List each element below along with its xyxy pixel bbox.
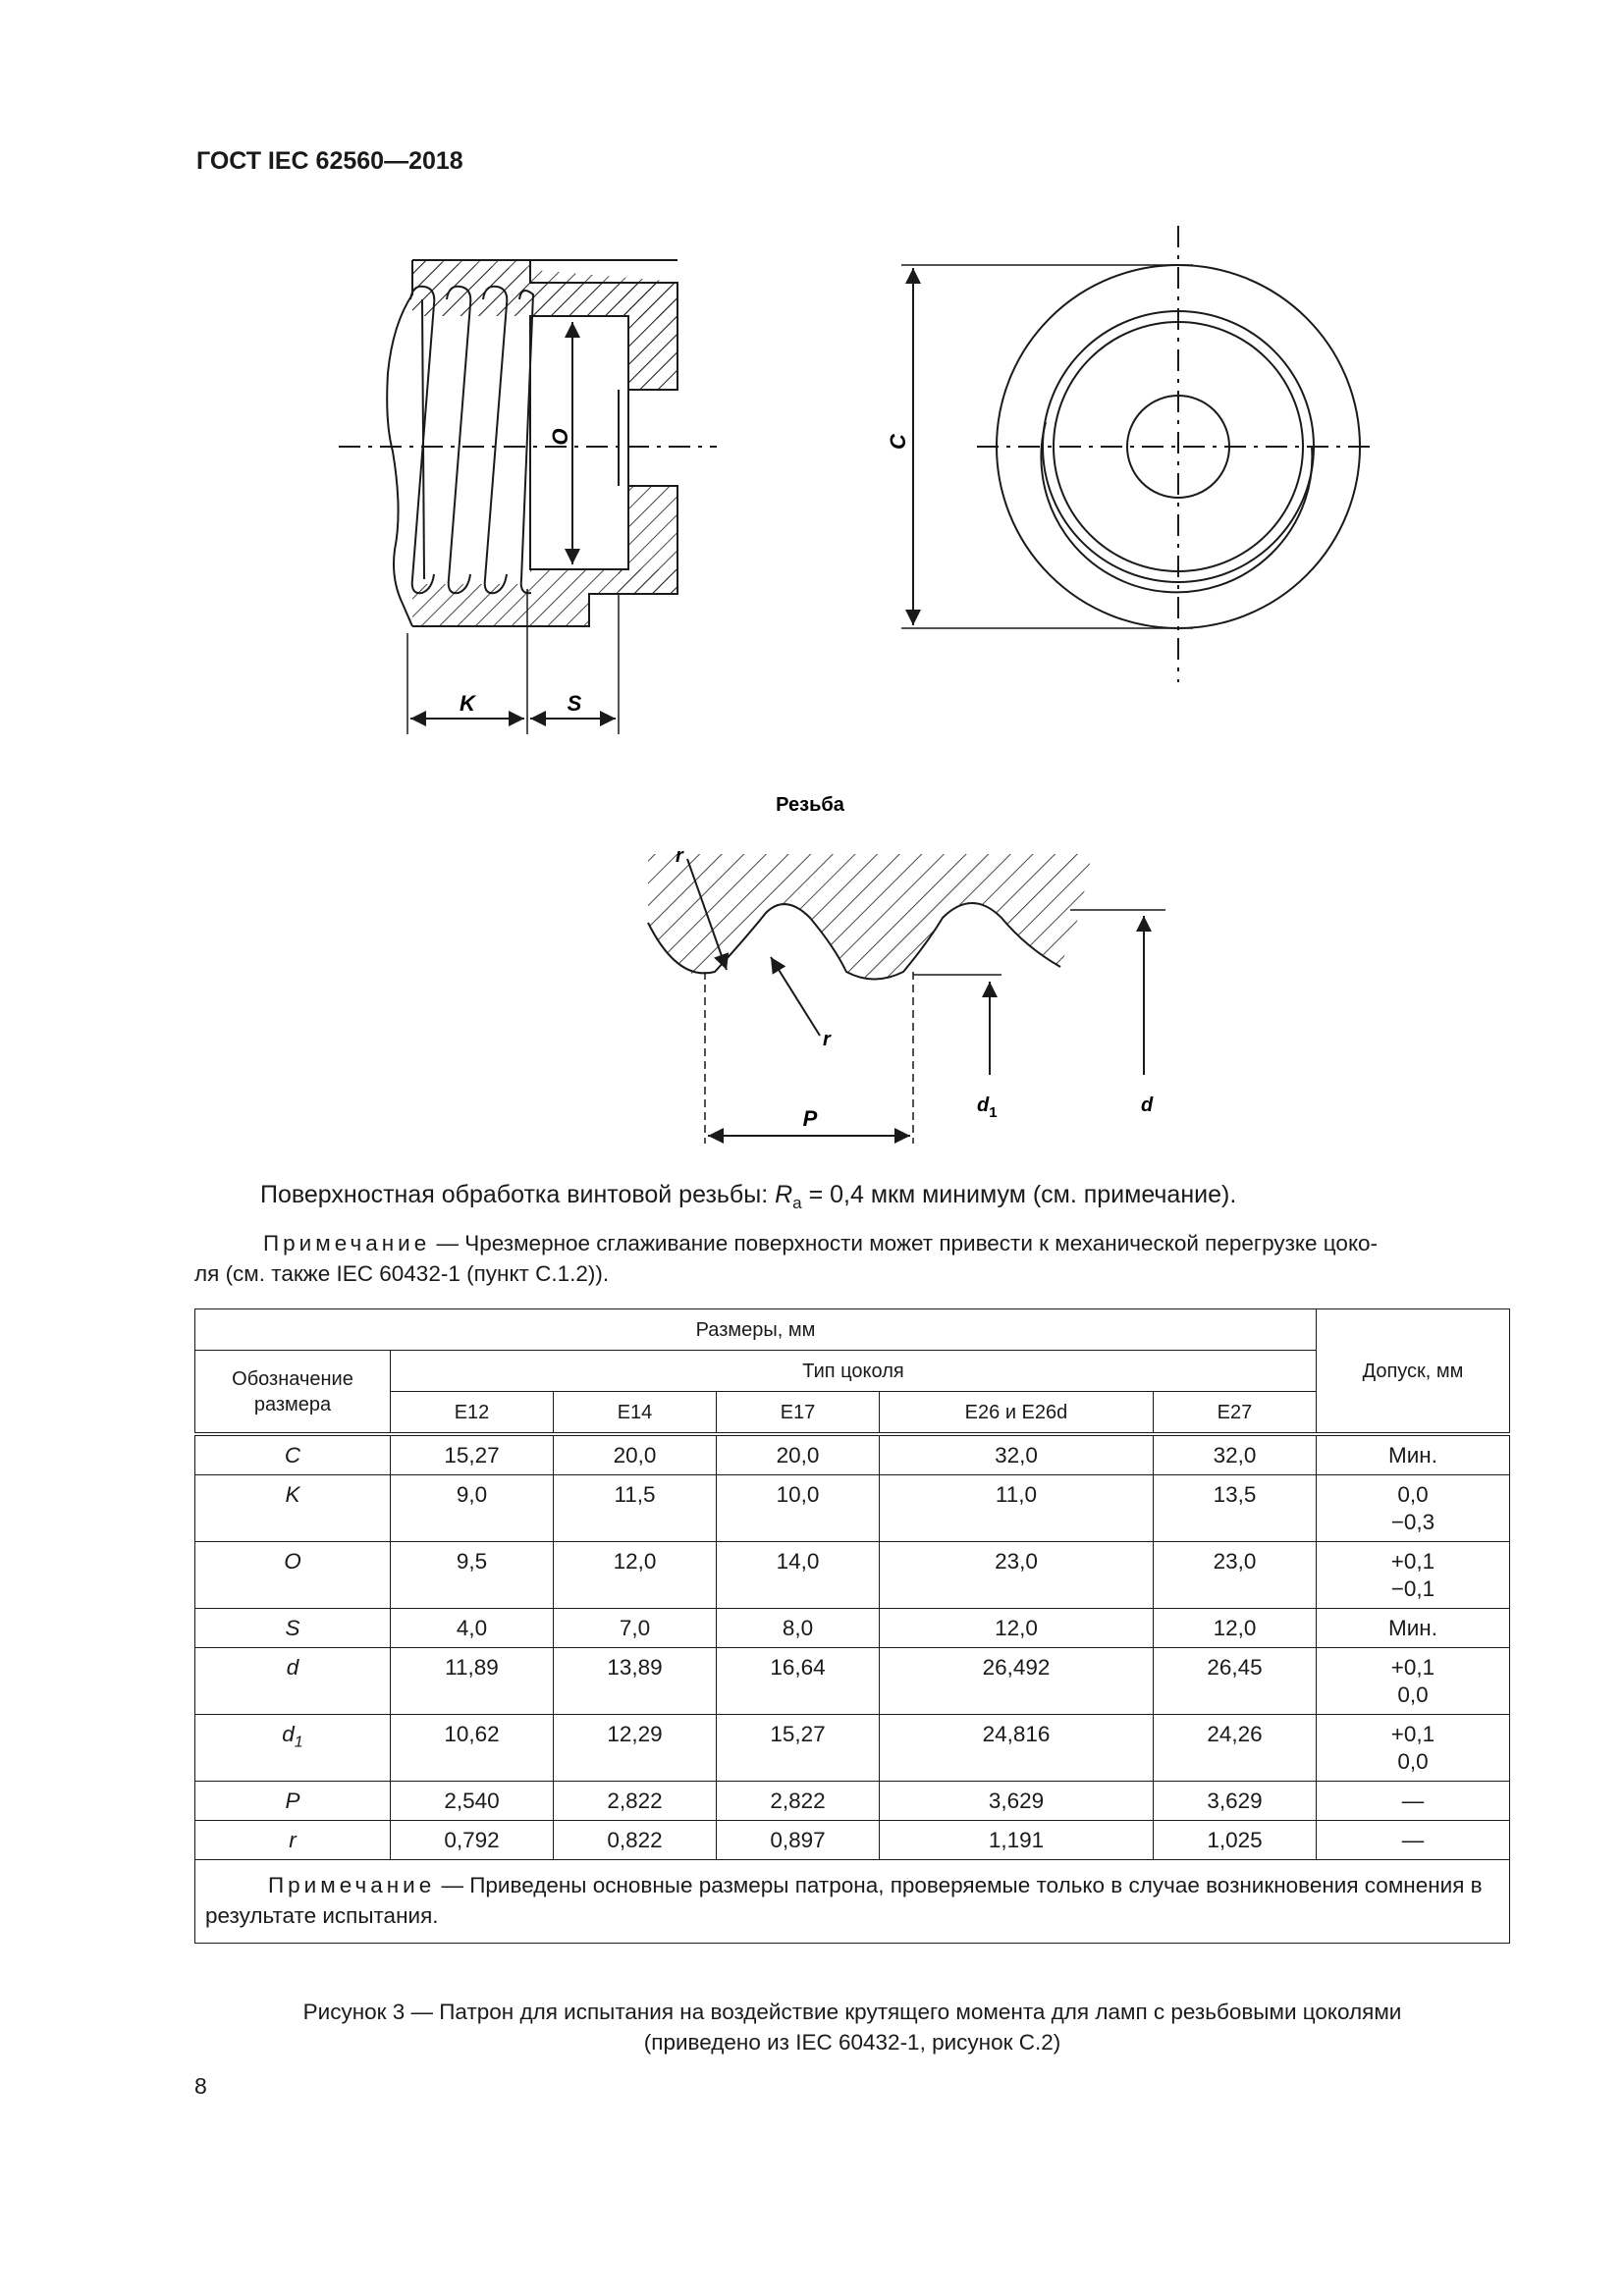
section-view [339, 260, 717, 734]
designation-cell: S [195, 1609, 391, 1648]
table-row [195, 1648, 1510, 1715]
table-note: Примечание — Приведены основные размеры патрона, проверяемые только в случае возникновения сомнения в результате испытания. [195, 1860, 1510, 1944]
table-row [195, 1782, 1510, 1821]
value-cell: 32,0 [880, 1434, 1154, 1475]
designation-cell: $d_1$ [195, 1715, 391, 1782]
label-O: O [548, 428, 572, 446]
tolerance-cell: 0,0 −0,3 [1317, 1475, 1510, 1542]
figure-caption: Рисунок 3 — Патрон для испытания на воздействие крутящего момента для ламп с резьбовыми цоколями (приведено из IEC 60432-1, рисунок С.2) [302, 2000, 1402, 2055]
value-cell: 12,0 [880, 1609, 1154, 1648]
figure-note: Примечание — Чрезмерное сглаживание поверхности может привести к механической перегрузке цоко- ля (см. также IEC 60432-1 (пункт С.1.2)). [194, 1231, 1379, 1286]
designation-cell: C [195, 1434, 391, 1475]
tolerance-cell: +0,1 0,0 [1317, 1715, 1510, 1782]
value-cell: 24,26 [1153, 1715, 1316, 1782]
value-cell: 1,025 [1153, 1821, 1316, 1860]
value-cell: 26,45 [1153, 1648, 1316, 1715]
front-view [886, 226, 1370, 682]
value-cell: 13,5 [1153, 1475, 1316, 1542]
thread-coils [410, 287, 533, 593]
value-cell: 26,492 [880, 1648, 1154, 1715]
label-S: S [567, 691, 582, 716]
dimensions-table [194, 1308, 1510, 1944]
value-cell: 23,0 [880, 1542, 1154, 1609]
value-cell: 7,0 [554, 1609, 717, 1648]
column-header: E12 [391, 1392, 554, 1435]
value-cell: 12,0 [1153, 1609, 1316, 1648]
value-cell: 13,89 [554, 1648, 717, 1715]
value-cell: 15,27 [717, 1715, 880, 1782]
page-number: 8 [194, 2073, 207, 2099]
value-cell: 2,822 [554, 1782, 717, 1821]
value-cell: 16,64 [717, 1648, 880, 1715]
holder-drawing [0, 0, 1624, 766]
tolerance-cell: Мин. [1317, 1434, 1510, 1475]
value-cell: 0,792 [391, 1821, 554, 1860]
value-cell: 20,0 [717, 1434, 880, 1475]
column-header: E26 и E26d [880, 1392, 1154, 1435]
label-r-top: r [676, 845, 683, 867]
table-row [195, 1434, 1510, 1475]
value-cell: 15,27 [391, 1434, 554, 1475]
label-r-bottom: r [823, 1029, 831, 1050]
value-cell: 1,191 [880, 1821, 1154, 1860]
label-K: K [460, 691, 475, 716]
table-row [195, 1542, 1510, 1609]
base-type-header: Тип цоколя [391, 1351, 1317, 1392]
designation-cell: r [195, 1821, 391, 1860]
tolerance-cell: +0,1 −0,1 [1317, 1542, 1510, 1609]
tolerance-header: Допуск, мм [1317, 1309, 1510, 1435]
value-cell: 0,822 [554, 1821, 717, 1860]
value-cell: 14,0 [717, 1542, 880, 1609]
note-label: Примечание [263, 1231, 431, 1255]
value-cell: 10,62 [391, 1715, 554, 1782]
table-row [195, 1715, 1510, 1782]
column-header: E17 [717, 1392, 880, 1435]
value-cell: 8,0 [717, 1609, 880, 1648]
designation-cell: K [195, 1475, 391, 1542]
label-d: d [1141, 1095, 1154, 1116]
value-cell: 3,629 [880, 1782, 1154, 1821]
tolerance-cell: — [1317, 1821, 1510, 1860]
sizes-header: Размеры, мм [195, 1309, 1317, 1351]
value-cell: 32,0 [1153, 1434, 1316, 1475]
surface-finish-text: Поверхностная обработка винтовой резьбы: $R_a = 0,4$ мкм минимум (см. примечание). [260, 1181, 1237, 1212]
label-P: P [802, 1106, 818, 1131]
table-row [195, 1609, 1510, 1648]
label-C: C [886, 434, 910, 450]
value-cell: 3,629 [1153, 1782, 1316, 1821]
value-cell: 24,816 [880, 1715, 1154, 1782]
tolerance-cell: +0,1 0,0 [1317, 1648, 1510, 1715]
designation-cell: P [195, 1782, 391, 1821]
designation-header: Обозначение размера [195, 1351, 391, 1435]
tolerance-cell: — [1317, 1782, 1510, 1821]
value-cell: 12,0 [554, 1542, 717, 1609]
value-cell: 20,0 [554, 1434, 717, 1475]
table-row [195, 1475, 1510, 1542]
table-row [195, 1821, 1510, 1860]
value-cell: 2,540 [391, 1782, 554, 1821]
value-cell: 9,0 [391, 1475, 554, 1542]
value-cell: 0,897 [717, 1821, 880, 1860]
value-cell: 11,89 [391, 1648, 554, 1715]
value-cell: 10,0 [717, 1475, 880, 1542]
column-header: E14 [554, 1392, 717, 1435]
value-cell: 11,0 [880, 1475, 1154, 1542]
value-cell: 11,5 [554, 1475, 717, 1542]
value-cell: 4,0 [391, 1609, 554, 1648]
designation-cell: O [195, 1542, 391, 1609]
value-cell: 23,0 [1153, 1542, 1316, 1609]
designation-cell: d [195, 1648, 391, 1715]
tolerance-cell: Мин. [1317, 1609, 1510, 1648]
standard-header: ГОСТ IEC 62560—2018 [196, 147, 463, 175]
thread-title: Резьба [776, 794, 844, 816]
value-cell: 9,5 [391, 1542, 554, 1609]
thread-detail-drawing [0, 775, 1624, 1168]
label-d1: $d_1$ [977, 1095, 998, 1121]
value-cell: 2,822 [717, 1782, 880, 1821]
column-header: E27 [1153, 1392, 1316, 1435]
value-cell: 12,29 [554, 1715, 717, 1782]
